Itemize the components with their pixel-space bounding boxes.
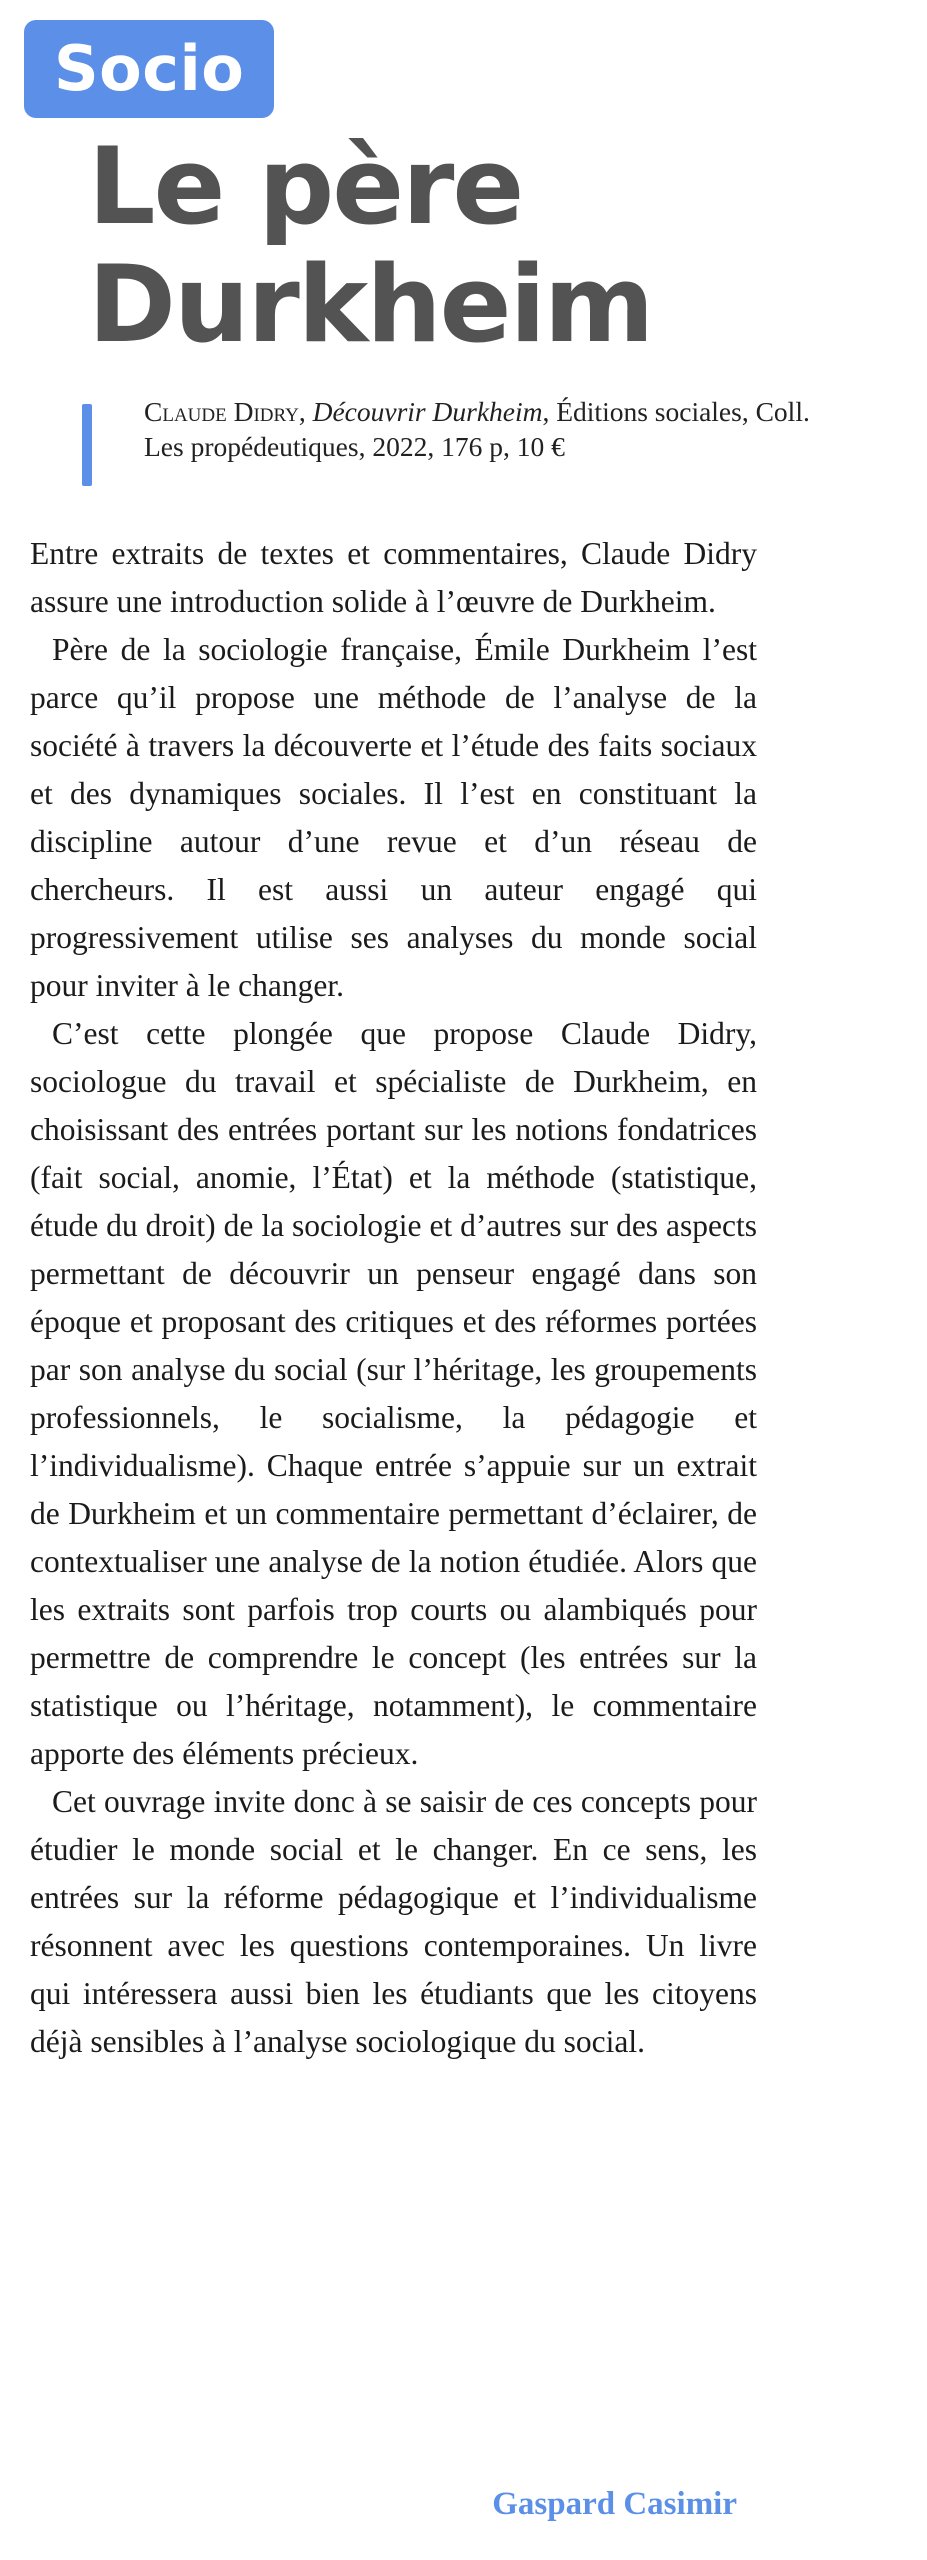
book-author: Claude Didry [144, 396, 299, 427]
article-title: Le père Durkheim [88, 125, 653, 366]
section-tag: Socio [24, 20, 274, 118]
reference-accent-bar [82, 404, 92, 486]
article-signature: Gaspard Casimir [492, 2486, 737, 2522]
paragraph-intro: Entre extraits de textes et commentaires, Claude Didry assure une introduction solide à l’œuvre de Durkheim. [30, 536, 757, 619]
reference-text: Claude Didry, Découvrir Durkheim, Éditions sociales, Coll. Les propédeutiques, 2022, 176 p, 10 € [144, 396, 810, 462]
paragraph: C’est cette plongée que propose Claude Didry, sociologue du travail et spécialiste de Durkheim, en choisissant des entrées portant sur les notions fondatrices (fait social, anomie, l’État) et la méthode (statistique, étude du droit) de la sociologie et d’autres sur des aspects permettant de découvrir un penseur engagé dans son époque et proposant des critiques et des réformes portées par son analyse du social (sur l’héritage, les groupements professionnels, le socialisme, la pédagogie et l’individualisme). Chaque entrée s’appuie sur un extrait de Durkheim et un commentaire permettant d’éclairer, de contextualiser une analyse de la notion étudiée. Alors que les extraits sont parfois trop courts ou alambiqués pour permettre de comprendre le concept (les entrées sur la statistique ou l’héritage, notamment), le commentaire apporte des éléments précieux. [30, 1016, 757, 1771]
book-reference [82, 394, 842, 464]
paragraph: Père de la sociologie française, Émile Durkheim l’est parce qu’il propose une méthode de l’analyse de la société à travers la découverte et l’étude des faits sociaux et des dynamiques sociales. Il l’est en constituant la discipline autour d’une revue et d’un réseau de chercheurs. Il est aussi un auteur engagé qui progressivement utilise ses analyses du monde social pour inviter à le changer. [30, 632, 757, 1003]
book-title: Découvrir Durkheim [312, 396, 543, 427]
article-body [30, 530, 757, 2066]
book-details: , Éditions sociales, Coll. Les propédeutiques, 2022, 176 p, 10 € [144, 396, 810, 462]
paragraph: Cet ouvrage invite donc à se saisir de ces concepts pour étudier le monde social et le changer. En ce sens, les entrées sur la réforme pédagogique et l’individualisme résonnent avec les questions contemporaines. Un livre qui intéressera aussi bien les étudiants que les citoyens déjà sensibles à l’analyse sociologique du social. [30, 1784, 757, 2059]
